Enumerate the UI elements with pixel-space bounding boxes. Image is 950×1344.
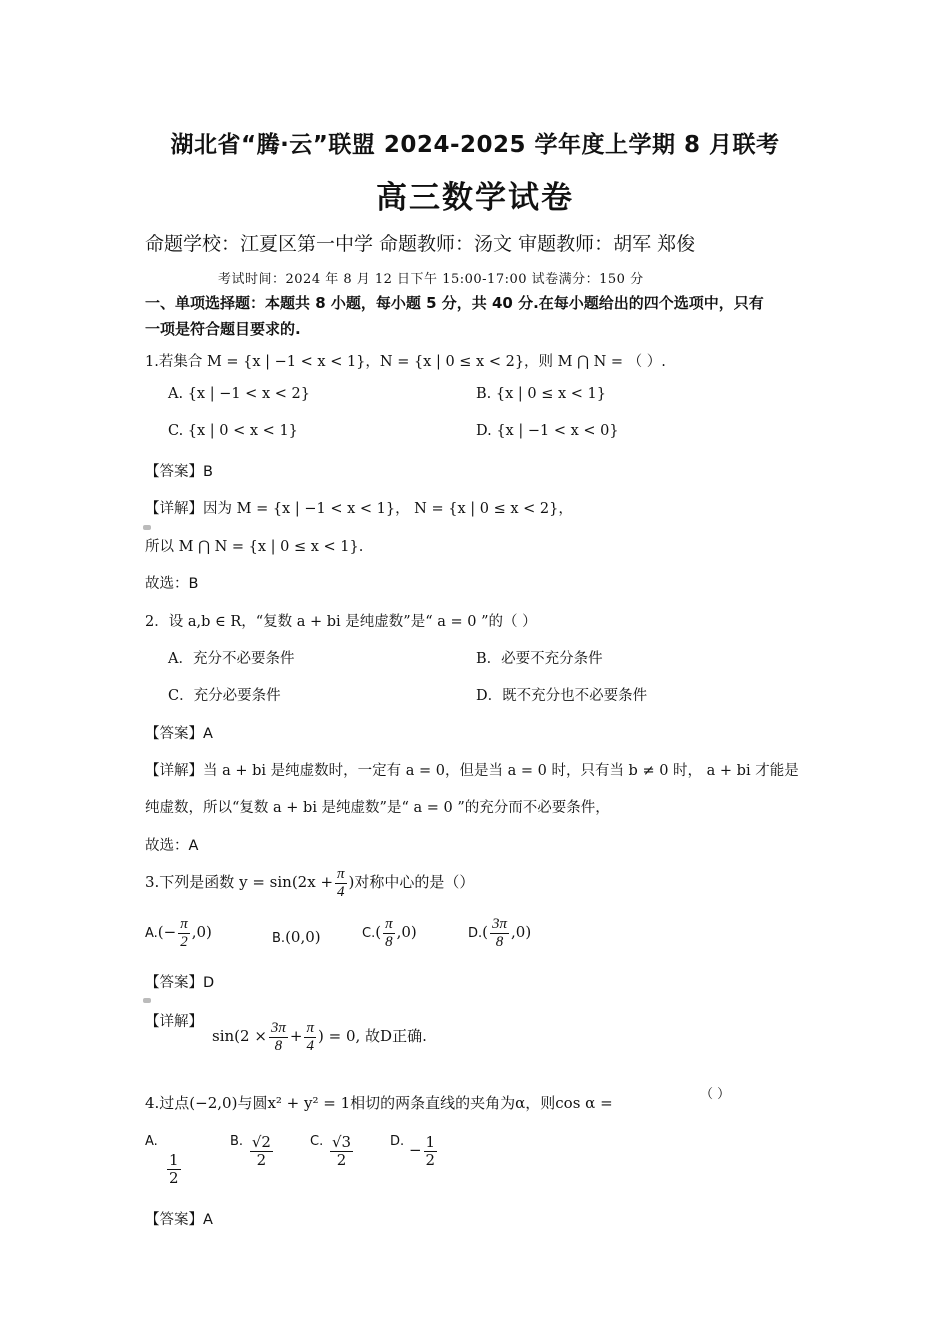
q1-option-a: A. {x | −1 < x < 2}	[168, 386, 310, 402]
q3-option-a-post: ,0)	[191, 923, 212, 941]
q3-option-c	[362, 916, 417, 950]
q1-stem: 1.若集合 M = {x | −1 < x < 1}，N = {x | 0 ≤ x < 2}，则 M ⋂ N = （ ）.	[145, 354, 666, 370]
q4-option-a-num: 1	[169, 1151, 179, 1169]
q3-detail-den-1: 8	[274, 1037, 283, 1054]
q3-detail-pre: sin(2 ×	[212, 1027, 267, 1045]
q4-option-d-fraction	[424, 1134, 438, 1168]
q3-option-b	[272, 928, 321, 946]
q2-option-d: D．既不充分也不必要条件	[476, 688, 648, 704]
q3-option-c-num: π	[385, 916, 393, 932]
q3-answer: 【答案】D	[145, 975, 215, 991]
q3-detail-plus: +	[289, 1027, 303, 1045]
q4-option-b-fraction	[250, 1134, 273, 1168]
q1-option-d: D. {x | −1 < x < 0}	[476, 423, 619, 439]
q4-option-b-label: B.	[230, 1134, 244, 1149]
q2-option-b: B．必要不充分条件	[476, 651, 603, 667]
q1-detail-2: 所以 M ⋂ N = {x | 0 ≤ x < 1}.	[145, 539, 364, 555]
q3-option-d-den: 8	[495, 933, 504, 950]
q2-choose: 故选：A	[145, 838, 199, 854]
scan-mark	[143, 525, 151, 530]
exam-subtitle: 高三数学试卷	[376, 180, 574, 216]
q3-option-c-fraction	[383, 916, 395, 950]
exam-title: 湖北省“腾·云”联盟 2024-2025 学年度上学期 8 月联考	[170, 132, 780, 158]
q4-option-d-sign: −	[408, 1141, 422, 1159]
q4-option-c-label: C.	[310, 1134, 324, 1149]
q2-detail-2: 纯虚数，所以“复数 a + bi 是纯虚数”是“ a = 0 ”的充分而不必要条件，	[145, 800, 610, 816]
q3-option-c-post: ,0)	[396, 923, 417, 941]
q1-detail-1: 【详解】因为 M = {x | −1 < x < 1}， N = {x | 0 ≤ x < 2}，	[145, 501, 573, 517]
q4-stem: 4.过点(−2,0)与圆x² + y² = 1相切的两条直线的夹角为α，则cos α =	[145, 1094, 613, 1112]
q4-option-d-den: 2	[425, 1150, 436, 1169]
q3-option-d-fraction	[490, 916, 509, 950]
q1-option-c: C. {x | 0 < x < 1}	[168, 423, 298, 439]
q4-option-d-label: D.	[390, 1134, 405, 1149]
q3-detail-fraction-1	[269, 1020, 288, 1054]
q3-option-b-value: (0,0)	[285, 928, 321, 946]
q4-option-a-label: A.	[145, 1134, 158, 1149]
q3-detail-num-2: π	[306, 1020, 314, 1036]
q3-option-c-den: 8	[385, 933, 393, 950]
q3-option-d-num: 3π	[492, 916, 508, 932]
q4-option-d	[390, 1134, 439, 1168]
q3-option-d-pre: (	[482, 923, 489, 941]
q3-option-a-fraction	[178, 916, 190, 950]
q4-option-c-den: 2	[336, 1150, 347, 1169]
q1-answer: 【答案】B	[145, 464, 213, 480]
q4-option-c-num: √3	[332, 1133, 352, 1151]
scan-mark	[143, 998, 151, 1003]
q4-option-c	[310, 1134, 355, 1168]
q4-option-a-fraction	[167, 1152, 181, 1186]
q3-option-d	[468, 916, 531, 950]
q2-detail-1: 【详解】当 a + bi 是纯虚数时，一定有 a = 0，但是当 a = 0 时，只有当 b ≠ 0 时， a + bi 才能是	[145, 763, 799, 779]
q3-option-a-num: π	[180, 916, 188, 932]
school-line: 命题学校：江夏区第一中学 命题教师：汤文 审题教师：胡军 郑俊	[145, 233, 696, 255]
q3-detail-post: ) = 0, 故D正确.	[318, 1027, 427, 1045]
q4-option-d-num: 1	[425, 1133, 436, 1151]
q2-option-a: A．充分不必要条件	[168, 651, 295, 667]
exam-info: 考试时间：2024 年 8 月 12 日下午 15:00-17:00 试卷满分：150 分	[218, 272, 644, 287]
q4-option-a	[145, 1134, 183, 1186]
q3-stem-prefix: 3.下列是函数 y = sin(2x +	[145, 873, 334, 891]
q3-detail-den-2: 4	[306, 1037, 314, 1054]
q2-answer: 【答案】A	[145, 726, 213, 742]
q3-detail-label: 【详解】	[145, 1014, 203, 1030]
q4-option-b-num: √2	[251, 1133, 271, 1151]
q1-option-b: B. {x | 0 ≤ x < 1}	[476, 386, 606, 402]
q4-answer: 【答案】A	[145, 1212, 213, 1228]
q1-choose: 故选：B	[145, 576, 199, 592]
q3-detail-fraction-2	[304, 1020, 316, 1054]
q3-detail-num-1: 3π	[270, 1020, 286, 1036]
q3-stem-frac-num: π	[337, 866, 345, 882]
q4-option-c-fraction	[330, 1134, 353, 1168]
q3-stem-frac-den: 4	[337, 883, 345, 900]
q3-stem-fraction	[335, 866, 347, 900]
q3-stem	[145, 866, 474, 900]
q4-option-b	[230, 1134, 275, 1168]
q3-option-a-label: A.	[145, 926, 158, 941]
q3-option-a	[145, 916, 212, 950]
q3-option-d-post: ,0)	[511, 923, 532, 941]
q3-option-b-label: B.	[272, 931, 286, 946]
section-heading-line1: 一、单项选择题：本题共 8 小题，每小题 5 分，共 40 分.在每小题给出的四个选项中，只有	[145, 294, 764, 312]
q4-option-b-den: 2	[256, 1150, 267, 1169]
q4-option-a-den: 2	[169, 1168, 179, 1187]
q3-option-c-label: C.	[362, 926, 376, 941]
q4-paren: （ ）	[700, 1087, 731, 1102]
q3-option-a-den: 2	[180, 933, 188, 950]
q3-option-d-label: D.	[468, 926, 483, 941]
q3-option-a-pre: (−	[157, 923, 177, 941]
q2-stem: 2．设 a,b ∈ R，“复数 a + bi 是纯虚数”是“ a = 0 ”的（ ）	[145, 614, 537, 630]
q3-detail-formula	[212, 1020, 427, 1054]
q3-option-c-pre: (	[375, 923, 382, 941]
q2-option-c: C．充分必要条件	[168, 688, 281, 704]
section-heading-line2: 一项是符合题目要求的.	[145, 320, 301, 338]
q3-stem-suffix: )对称中心的是（）	[348, 873, 475, 891]
